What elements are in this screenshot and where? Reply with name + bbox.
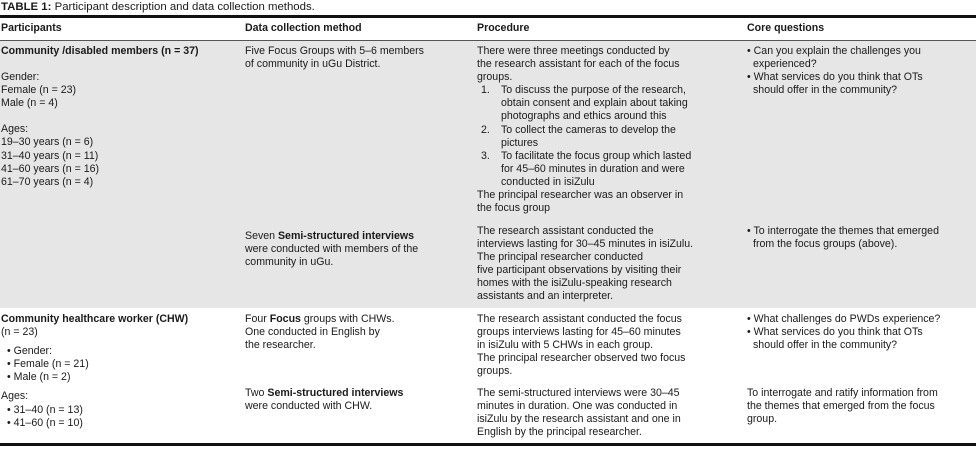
bullet-item: • What services do you think that OTs	[747, 326, 923, 339]
cell-questions-row-3	[747, 313, 940, 352]
text-line: group.	[747, 413, 778, 426]
cell-questions-row-4	[747, 387, 938, 426]
emphasis: Semi-structured interviews	[267, 387, 404, 399]
numbered-item	[477, 124, 691, 137]
text-line: The research assistant conducted the	[477, 225, 654, 237]
text-line: should offer in the community?	[753, 339, 898, 352]
text-line: The principal researcher observed two focus	[477, 352, 686, 365]
text-line: pictures	[501, 136, 539, 149]
text-line: The research assistant conducted the focus	[477, 313, 682, 325]
bullet-item: • Male (n = 2)	[7, 371, 71, 384]
text-line: community in uGu.	[245, 256, 334, 269]
text-line: 61–70 years (n = 4)	[1, 175, 94, 188]
text-line: Ages:	[1, 390, 29, 403]
item-number: 3.	[481, 149, 490, 162]
cell-method-row-1	[245, 45, 424, 71]
header-participants: Participants	[1, 22, 62, 34]
text-line: the researcher.	[245, 339, 316, 352]
item-number: 2.	[481, 123, 490, 136]
cell-participants-row-1	[1, 45, 199, 189]
table-caption	[1, 1, 315, 13]
text-line: Two Semi-structured interviews	[245, 387, 404, 399]
text-line: There were three meetings conducted by	[477, 45, 670, 57]
bullet-item: • What challenges do PWDs experience?	[747, 313, 941, 325]
text-line: for 45–60 minutes in duration and were	[501, 162, 685, 175]
text-line: isiZulu by the research assistant and one in	[477, 413, 681, 426]
text-line: assistants and an interpreter.	[477, 290, 614, 303]
spacer	[1, 58, 199, 71]
text-line: obtain consent and explain about taking	[501, 97, 688, 110]
numbered-item	[477, 84, 691, 97]
text-line: in isiZulu with 5 CHWs in each group.	[477, 339, 654, 352]
text-line: Community /disabled members (n = 37)	[1, 45, 199, 57]
table-caption-text: Participant description and data collection methods.	[54, 1, 315, 13]
bullet-item: • 41–60 (n = 10)	[7, 416, 83, 429]
cell-method-row-2	[245, 230, 418, 269]
text-line: Ages:	[1, 123, 29, 136]
text-line: groups interviews lasting for 45–60 minutes	[477, 326, 681, 339]
cell-participants-row-3	[1, 313, 188, 430]
text-line: experienced?	[753, 58, 817, 71]
emphasis: Semi-structured interviews	[277, 230, 414, 242]
cell-procedure-row-4	[477, 387, 681, 439]
cell-procedure-row-1	[477, 45, 691, 215]
header-data-collection-method: Data collection method	[245, 22, 362, 34]
text-line: 31–40 years (n = 11)	[1, 149, 99, 162]
text-line: Male (n = 4)	[1, 97, 58, 110]
text-line: of community in uGu District.	[245, 58, 381, 71]
numbered-item-text: To facilitate the focus group which lasted	[501, 149, 692, 162]
text-line: 19–30 years (n = 6)	[1, 136, 94, 149]
header-core-questions: Core questions	[747, 22, 825, 34]
text-line: 41–60 years (n = 16)	[1, 162, 100, 175]
text-line: Female (n = 23)	[1, 84, 77, 97]
text-line: English by the principal researcher.	[477, 426, 642, 439]
numbered-item-text: To collect the cameras to develop the	[501, 123, 676, 136]
bullet-item: • What services do you think that OTs	[747, 71, 923, 84]
text-line: conducted in isiZulu	[501, 175, 595, 188]
bullet-item: • Gender:	[7, 345, 52, 358]
cell-questions-row-2	[747, 225, 939, 251]
text-line: the themes that emerged from the focus	[747, 400, 935, 413]
text-line: Community healthcare worker (CHW)	[1, 313, 189, 325]
text-line: were conducted with CHW.	[245, 400, 373, 413]
text-line: (n = 23)	[1, 326, 38, 339]
header-procedure: Procedure	[477, 22, 530, 34]
text-line: The semi-structured interviews were 30–45	[477, 387, 680, 399]
text-line: were conducted with members of the	[245, 243, 419, 256]
cell-procedure-row-3	[477, 313, 685, 378]
cell-method-row-3	[245, 313, 395, 352]
table-label: TABLE 1:	[1, 1, 52, 13]
text-line: Four Focus groups with CHWs.	[245, 313, 395, 325]
text-line: five participant observations by visiting their	[477, 264, 682, 277]
top-rule	[0, 15, 976, 18]
text-line: the research assistant for each of the focus	[477, 58, 680, 71]
text-line: should offer in the community?	[753, 84, 898, 97]
text-line: from the focus groups (above).	[753, 238, 898, 251]
item-number: 1.	[481, 84, 490, 97]
text-line: groups.	[477, 365, 513, 378]
cell-method-row-4	[245, 387, 403, 413]
text-line: minutes in duration. One was conducted in	[477, 400, 678, 413]
text-line: Gender:	[1, 71, 40, 84]
text-line: photographs and ethics around this	[501, 110, 667, 123]
bottom-rule	[0, 443, 976, 446]
text-line: The principal researcher was an observer in	[477, 189, 684, 202]
text-line: To interrogate and ratify information from	[747, 387, 938, 399]
cell-procedure-row-2	[477, 225, 693, 304]
text-line: Five Focus Groups with 5–6 members	[245, 45, 424, 57]
bullet-item: • Female (n = 21)	[7, 358, 89, 371]
bullet-item: • Can you explain the challenges you	[747, 45, 921, 57]
bullet-item: • 31–40 (n = 13)	[7, 403, 83, 416]
text-line: One conducted in English by	[245, 326, 380, 339]
numbered-item-text: To discuss the purpose of the research,	[501, 84, 686, 97]
text-line: interviews lasting for 30–45 minutes in isiZulu.	[477, 238, 694, 251]
cell-questions-row-1	[747, 45, 923, 97]
text-line: the focus group	[477, 202, 551, 215]
text-line: homes with the isiZulu-speaking research	[477, 277, 672, 290]
text-line: Seven Semi-structured interviews	[245, 230, 414, 242]
spacer	[1, 110, 199, 123]
bullet-item: • To interrogate the themes that emerged	[747, 225, 939, 237]
numbered-item	[477, 150, 691, 163]
emphasis: Focus	[269, 313, 301, 325]
text-line: groups.	[477, 71, 513, 84]
text-line: The principal researcher conducted	[477, 251, 644, 264]
